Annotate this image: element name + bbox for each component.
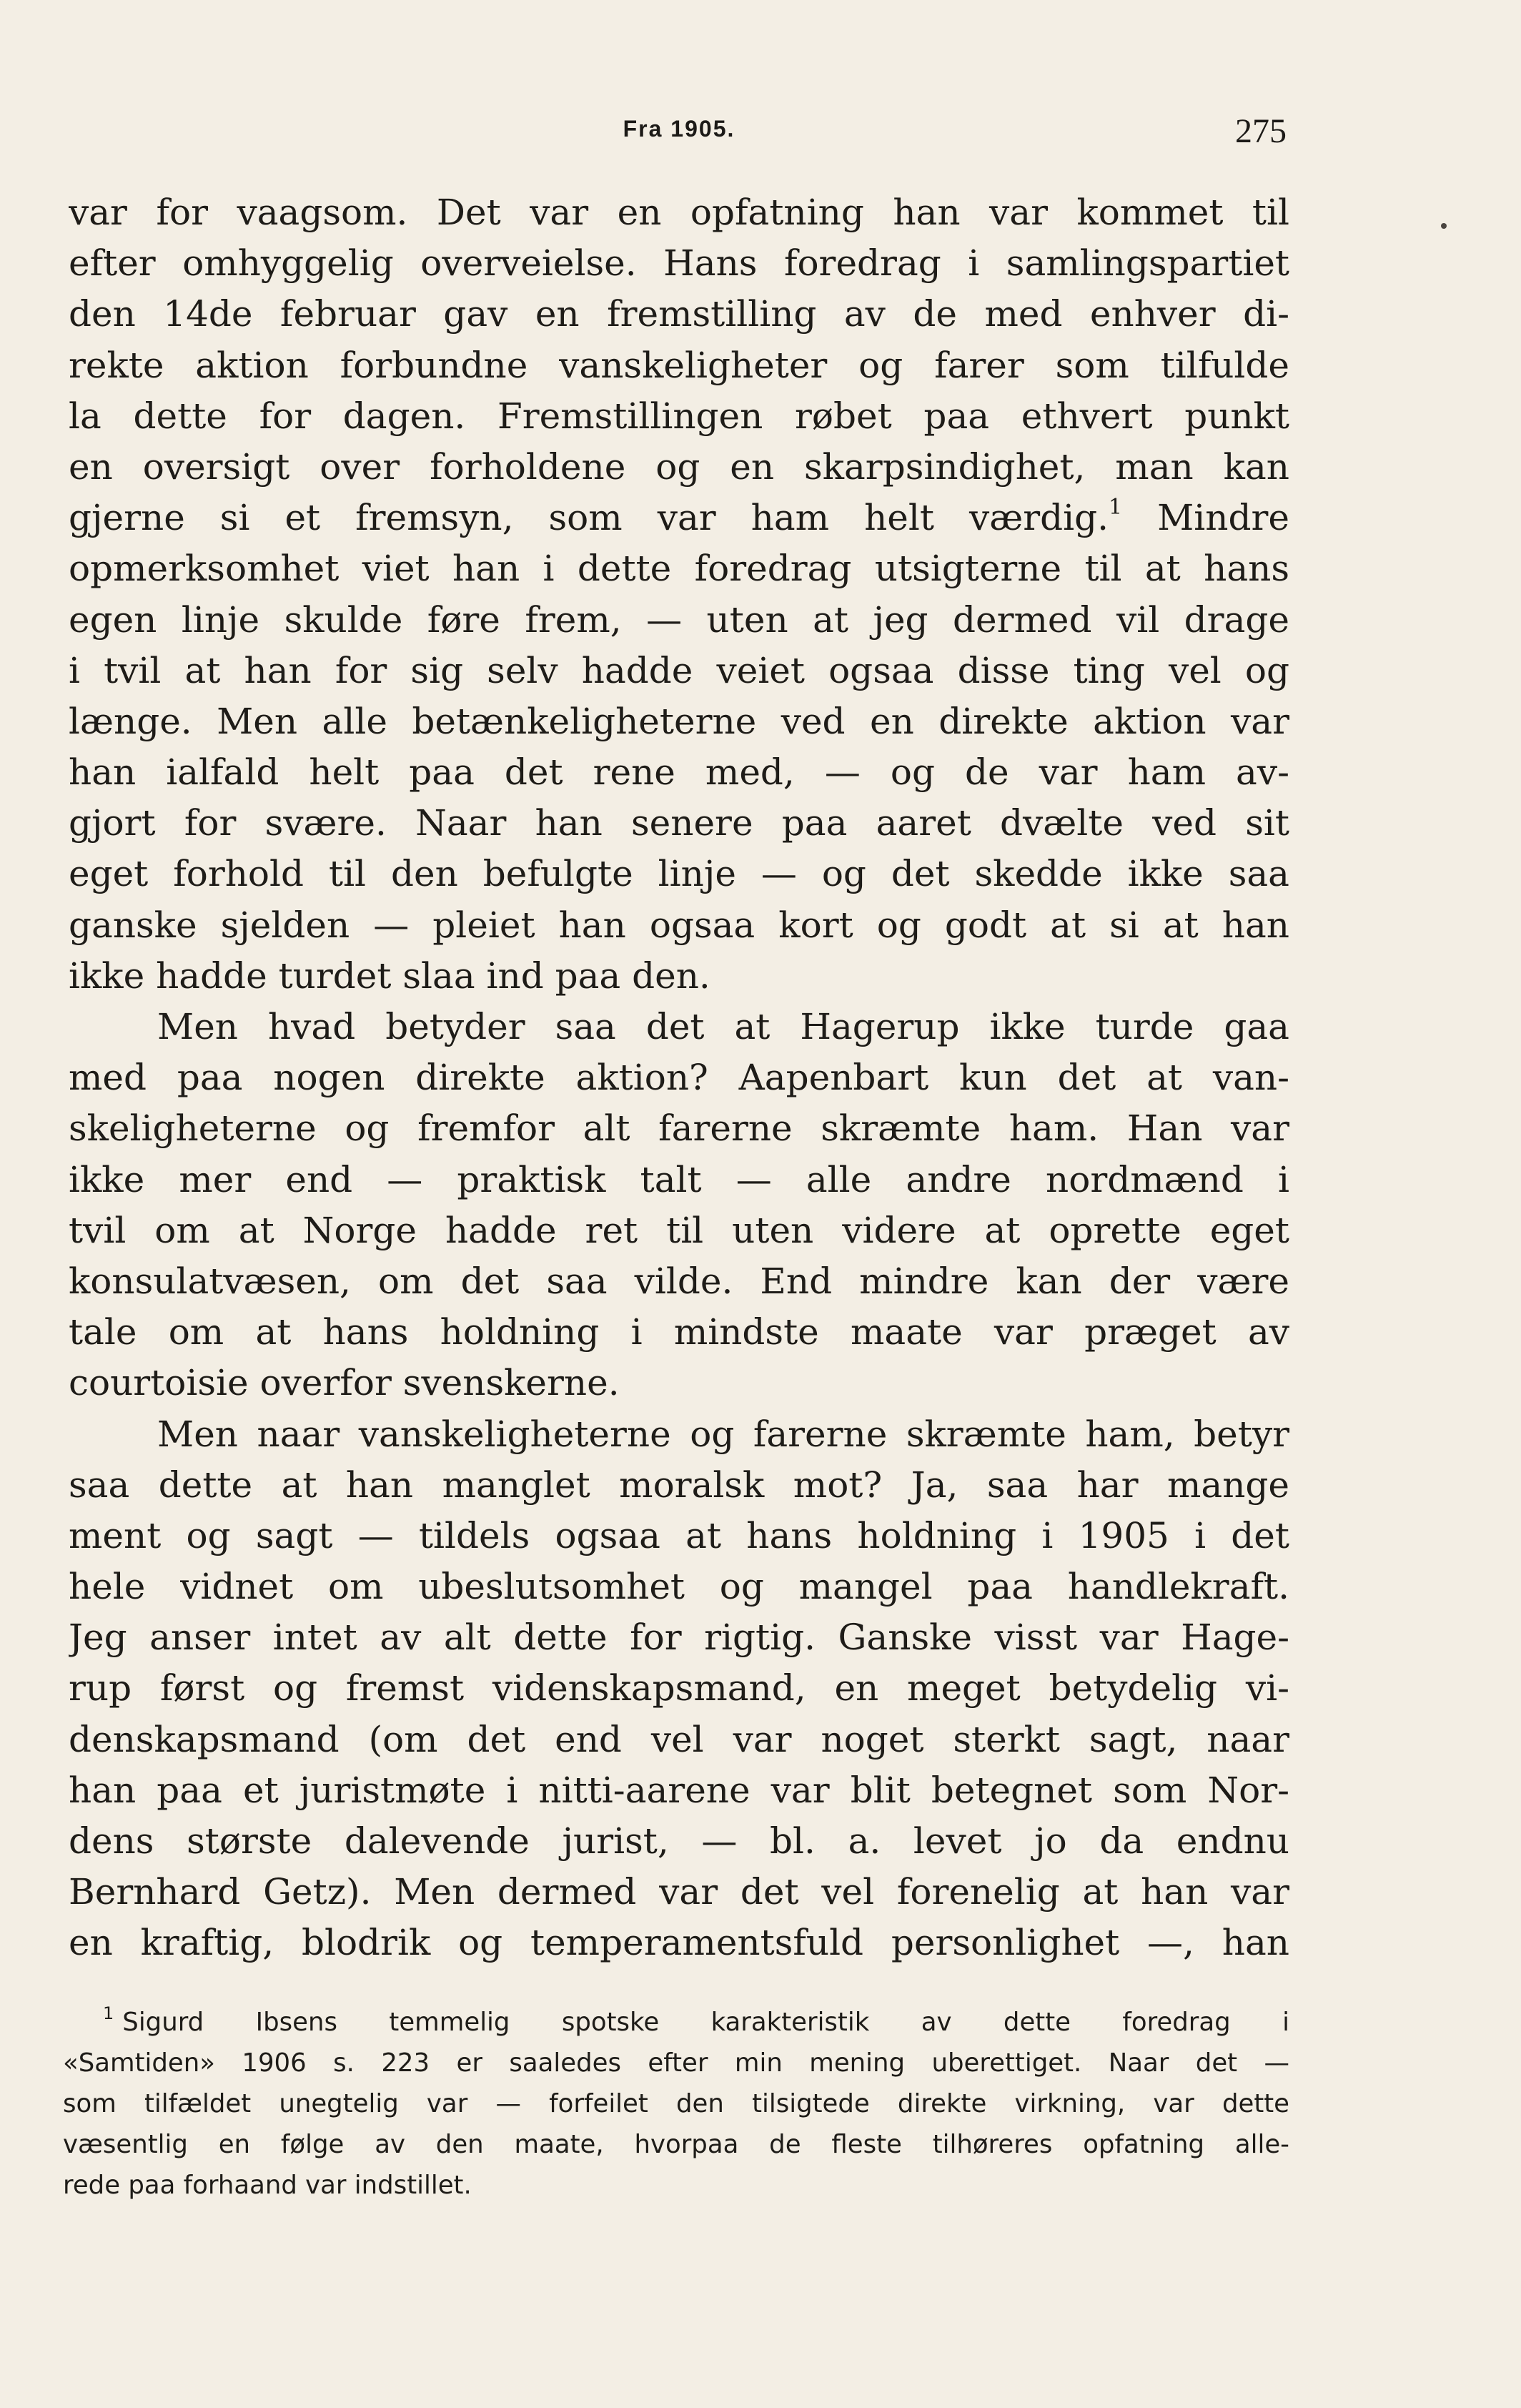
text-line: denskapsmand (om det end vel var noget sterkt sagt, naar <box>69 1718 1289 1760</box>
text-line: gjort for svære. Naar han senere paa aaret dvælte ved sit <box>69 802 1289 844</box>
text-line: la dette for dagen. Fremstillingen røbet paa ethvert punkt <box>69 395 1289 437</box>
text-line: rekte aktion forbundne vanskeligheter og farer som tilfulde <box>69 344 1289 386</box>
footnote-block <box>63 2002 1289 2206</box>
text-line: Men naar vanskeligheterne og farerne skræmte ham, betyr <box>157 1413 1289 1455</box>
text-line: Jeg anser intet av alt dette for rigtig. Ganske visst var Hage- <box>69 1617 1289 1659</box>
footnote-line: væsentlig en følge av den maate, hvorpaa de fleste tilhøreres opfatning alle- <box>63 2130 1289 2159</box>
text-line: en kraftig, blodrik og temperamentsfuld personlighet —, han <box>69 1922 1289 1964</box>
footnote-line: rede paa forhaand var indstillet. <box>63 2171 472 2200</box>
text-line: Men hvad betyder saa det at Hagerup ikke turde gaa <box>157 1006 1289 1047</box>
text-line: eget forhold til den befulgte linje — og det skedde ikke saa <box>69 853 1289 895</box>
text-line: dens største dalevende jurist, — bl. a. levet jo da endnu <box>69 1820 1289 1862</box>
text-line: ganske sjelden — pleiet han ogsaa kort og godt at si at han <box>69 904 1289 946</box>
text-line: ikke hadde turdet slaa ind paa den. <box>69 954 710 997</box>
text-line-start: gjerne si et fremsyn, som var ham helt værdig. <box>69 497 1109 539</box>
text-line: tale om at hans holdning i mindste maate var præget av <box>69 1311 1289 1353</box>
text-line: saa dette at han manglet moralsk mot? Ja, saa har mange <box>69 1464 1289 1506</box>
margin-dot <box>1441 223 1447 229</box>
text-line: opmerksomhet viet han i dette foredrag utsigterne til at hans <box>69 548 1289 590</box>
text-line: rup først og fremst videnskapsmand, en meget betydelig vi- <box>69 1667 1289 1709</box>
footnote-line <box>63 2002 1289 2043</box>
text-line: han paa et juristmøte i nitti-aarene var blit betegnet som Nor- <box>69 1769 1289 1811</box>
body-text <box>69 187 1289 1969</box>
text-line: med paa nogen direkte aktion? Aapenbart kun det at van- <box>69 1057 1289 1099</box>
text-line: var for vaagsom. Det var en opfatning han var kommet til <box>69 192 1289 233</box>
text-line: ikke mer end — praktisk talt — alle andre nordmænd i <box>69 1158 1289 1200</box>
footnote-line: som tilfældet unegtelig var — forfeilet den tilsigtede direkte virkning, var dette <box>63 2089 1289 2118</box>
text-line: i tvil at han for sig selv hadde veiet ogsaa disse ting vel og <box>69 649 1289 691</box>
text-line: Bernhard Getz). Men dermed var det vel forenelig at han var <box>69 1871 1289 1913</box>
text-line: egen linje skulde føre frem, — uten at jeg dermed vil drage <box>69 598 1289 641</box>
footnote-line: «Samtiden» 1906 s. 223 er saaledes efter min mening uberettiget. Naar det — <box>63 2048 1289 2078</box>
text-line: en oversigt over forholdene og en skarpsindighet, man kan <box>69 445 1289 488</box>
text-line-with-footnote <box>69 493 1289 543</box>
text-line: hele vidnet om ubeslutsomhet og mangel paa handlekraft. <box>69 1566 1289 1608</box>
page-number: 275 <box>1235 112 1287 150</box>
text-line: ment og sagt — tildels ogsaa at hans holdning i 1905 i det <box>69 1514 1289 1556</box>
running-head <box>69 107 1289 157</box>
text-line: den 14de februar gav en fremstilling av de med enhver di- <box>69 293 1289 335</box>
running-title: Fra 1905. <box>623 116 735 142</box>
text-line: skeligheterne og fremfor alt farerne skræmte ham. Han var <box>69 1107 1289 1150</box>
footnote-text: Sigurd Ibsens temmelig spotske karakteristik av dette foredrag i <box>122 2008 1289 2037</box>
text-line: efter omhyggelig overveielse. Hans foredrag i samlingspartiet <box>69 242 1289 285</box>
text-line: han ialfald helt paa det rene med, — og de var ham av- <box>69 751 1289 794</box>
text-line: konsulatvæsen, om det saa vilde. End mindre kan der være <box>69 1260 1289 1302</box>
footnote-reference: 1 <box>1109 495 1123 520</box>
text-line: længe. Men alle betænkeligheterne ved en direkte aktion var <box>69 700 1289 742</box>
text-line: tvil om at Norge hadde ret til uten videre at oprette eget <box>69 1209 1289 1251</box>
text-line-end: Mindre <box>1157 497 1289 539</box>
footnote-number: 1 <box>103 2003 114 2023</box>
text-line: courtoisie overfor svenskerne. <box>69 1362 620 1404</box>
